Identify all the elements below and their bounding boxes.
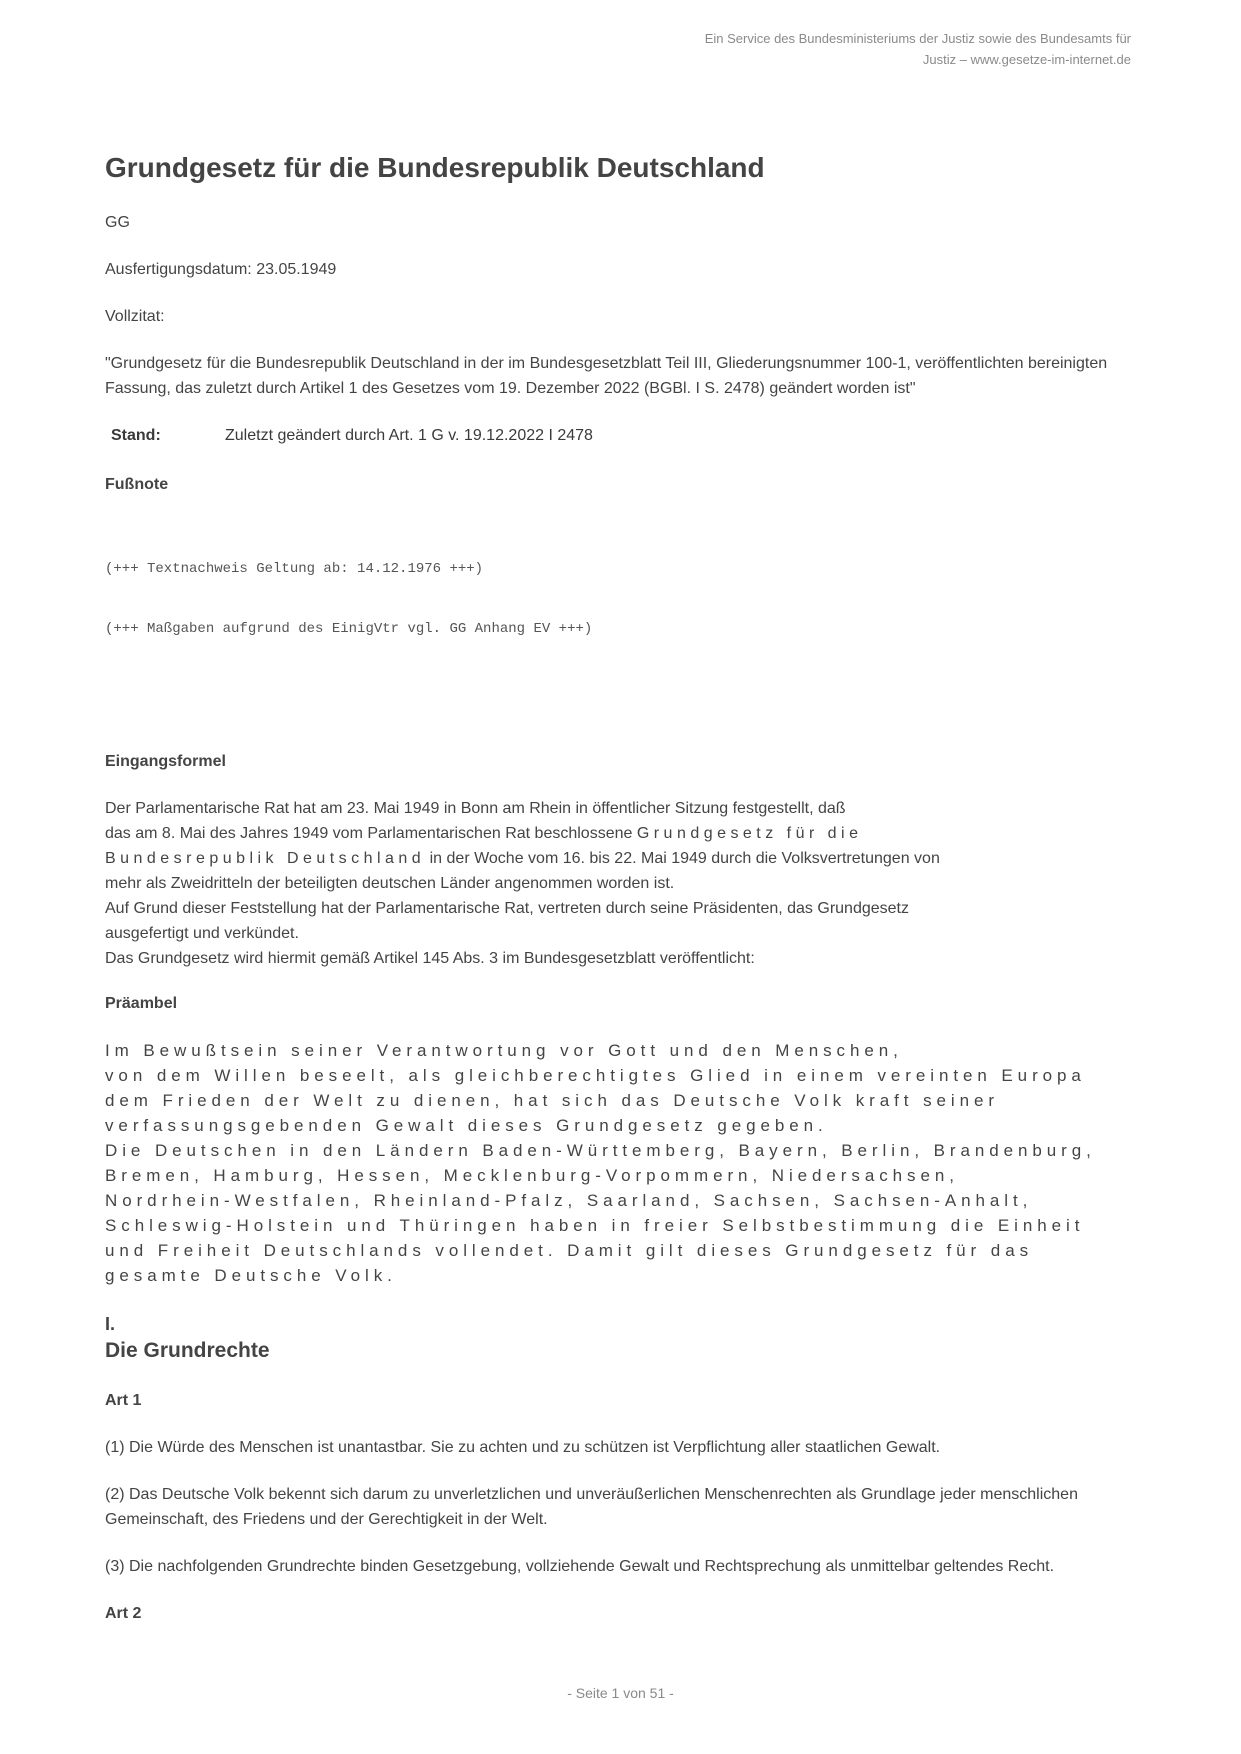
service-note-line-2: Justiz ‒ www.gesetze-im-internet.de [922, 52, 1131, 67]
praeambel-line: dem Frieden der Welt zu dienen, hat sich das Deutsche Volk kraft seiner [105, 1091, 999, 1110]
stand-label: Stand: [111, 427, 161, 444]
praeambel-line: Nordrhein-Westfalen, Rheinland-Pfalz, Saarland, Sachsen, Sachsen-Anhalt, [105, 1191, 1033, 1210]
eingangsformel-heading: Eingangsformel [105, 753, 226, 770]
text-line: Der Parlamentarische Rat hat am 23. Mai 1949 in Bonn am Rhein in öffentlicher Sitzung festgestellt, daß [105, 800, 846, 817]
article-paragraph: (1) Die Würde des Menschen ist unantastbar. Sie zu achten und zu schützen ist Verpflichtung aller staatlichen Gewalt. [105, 1439, 941, 1456]
service-note-line-1: Ein Service des Bundesministeriums der Justiz sowie des Bundesamts für [704, 31, 1131, 46]
spaced-text-run: Grundgesetz für die [636, 825, 863, 842]
footnote-line: (+++ Maßgaben aufgrund des EinigVtr vgl. GG Anhang EV +++) [105, 621, 593, 637]
stand-row [105, 423, 1165, 448]
page-number: - Seite 1 von 51 - [567, 1685, 674, 1701]
article-2-heading: Art 2 [105, 1605, 142, 1622]
praeambel-line: und Freiheit Deutschlands vollendet. Damit gilt dieses Grundgesetz für das [105, 1241, 1034, 1260]
text-line: ausgefertigt und verkündet. [105, 925, 299, 942]
law-abbreviation: GG [105, 214, 130, 231]
section-title: Die Grundrechte [105, 1339, 270, 1362]
service-note [571, 28, 1131, 70]
praeambel-line: Schleswig-Holstein und Thüringen haben in freier Selbstbestimmung die Einheit [105, 1216, 1085, 1235]
footnote-block [105, 519, 1165, 679]
spaced-text-run: Bundesrepublik Deutschland [105, 850, 426, 867]
text-line [105, 821, 1165, 846]
full-citation: "Grundgesetz für die Bundesrepublik Deutschland in der im Bundesgesetzblatt Teil III, Gliederungsnummer 100-1, veröffentlichten bereinigten Fassung, das zuletzt durch Artikel 1 des Gesetzes vom 19. Dezember 2022 (BGBl. I S. 2478) geändert worden ist" [105, 355, 1108, 397]
document-body [105, 150, 1165, 1648]
section-number: I. [105, 1314, 116, 1334]
praeambel-line: Bremen, Hamburg, Hessen, Mecklenburg-Vorpommern, Niedersachsen, [105, 1166, 959, 1185]
stand-value: Zuletzt geändert durch Art. 1 G v. 19.12.2022 I 2478 [225, 427, 593, 444]
praeambel-line: von dem Willen beseelt, als gleichberechtigtes Glied in einem vereinten Europa [105, 1066, 1086, 1085]
text-line: Auf Grund dieser Feststellung hat der Parlamentarische Rat, vertreten durch seine Präsidenten, das Grundgesetz [105, 900, 909, 917]
document-title: Grundgesetz für die Bundesrepublik Deutschland [105, 152, 765, 183]
praeambel-line: Die Deutschen in den Ländern Baden-Württemberg, Bayern, Berlin, Brandenburg, [105, 1141, 1096, 1160]
praeambel-line: verfassungsgebenden Gewalt dieses Grundgesetz gegeben. [105, 1116, 828, 1135]
footnote-line: (+++ Textnachweis Geltung ab: 14.12.1976 +++) [105, 561, 484, 577]
text-line [105, 846, 1165, 871]
article-paragraph: (2) Das Deutsche Volk bekennt sich darum zu unverletzlichen und unveräußerlichen Menschenrechten als Grundlage jeder menschlichen Gemeinschaft, des Friedens und der Gerechtigkeit in der Welt. [105, 1486, 1078, 1528]
text-line: mehr als Zweidritteln der beteiligten deutschen Länder angenommen worden ist. [105, 875, 675, 892]
text-run: in der Woche vom 16. bis 22. Mai 1949 durch die Volksvertretungen von [425, 850, 940, 867]
article-1-heading: Art 1 [105, 1392, 142, 1409]
praeambel-line: gesamte Deutsche Volk. [105, 1266, 397, 1285]
text-run: das am 8. Mai des Jahres 1949 vom Parlamentarischen Rat beschlossene [105, 825, 637, 842]
text-line: Das Grundgesetz wird hiermit gemäß Artikel 145 Abs. 3 im Bundesgesetzblatt veröffentlicht: [105, 950, 755, 967]
article-paragraph: (3) Die nachfolgenden Grundrechte binden Gesetzgebung, vollziehende Gewalt und Rechtsprechung als unmittelbar geltendes Recht. [105, 1558, 1055, 1575]
praeambel-text [105, 1038, 1165, 1288]
issue-date: Ausfertigungsdatum: 23.05.1949 [105, 261, 337, 278]
full-citation-label: Vollzitat: [105, 308, 165, 325]
praeambel-heading: Präambel [105, 995, 178, 1012]
praeambel-line: Im Bewußtsein seiner Verantwortung vor Gott und den Menschen, [105, 1041, 903, 1060]
eingangsformel-text [105, 796, 1165, 971]
footnote-heading: Fußnote [105, 476, 169, 493]
